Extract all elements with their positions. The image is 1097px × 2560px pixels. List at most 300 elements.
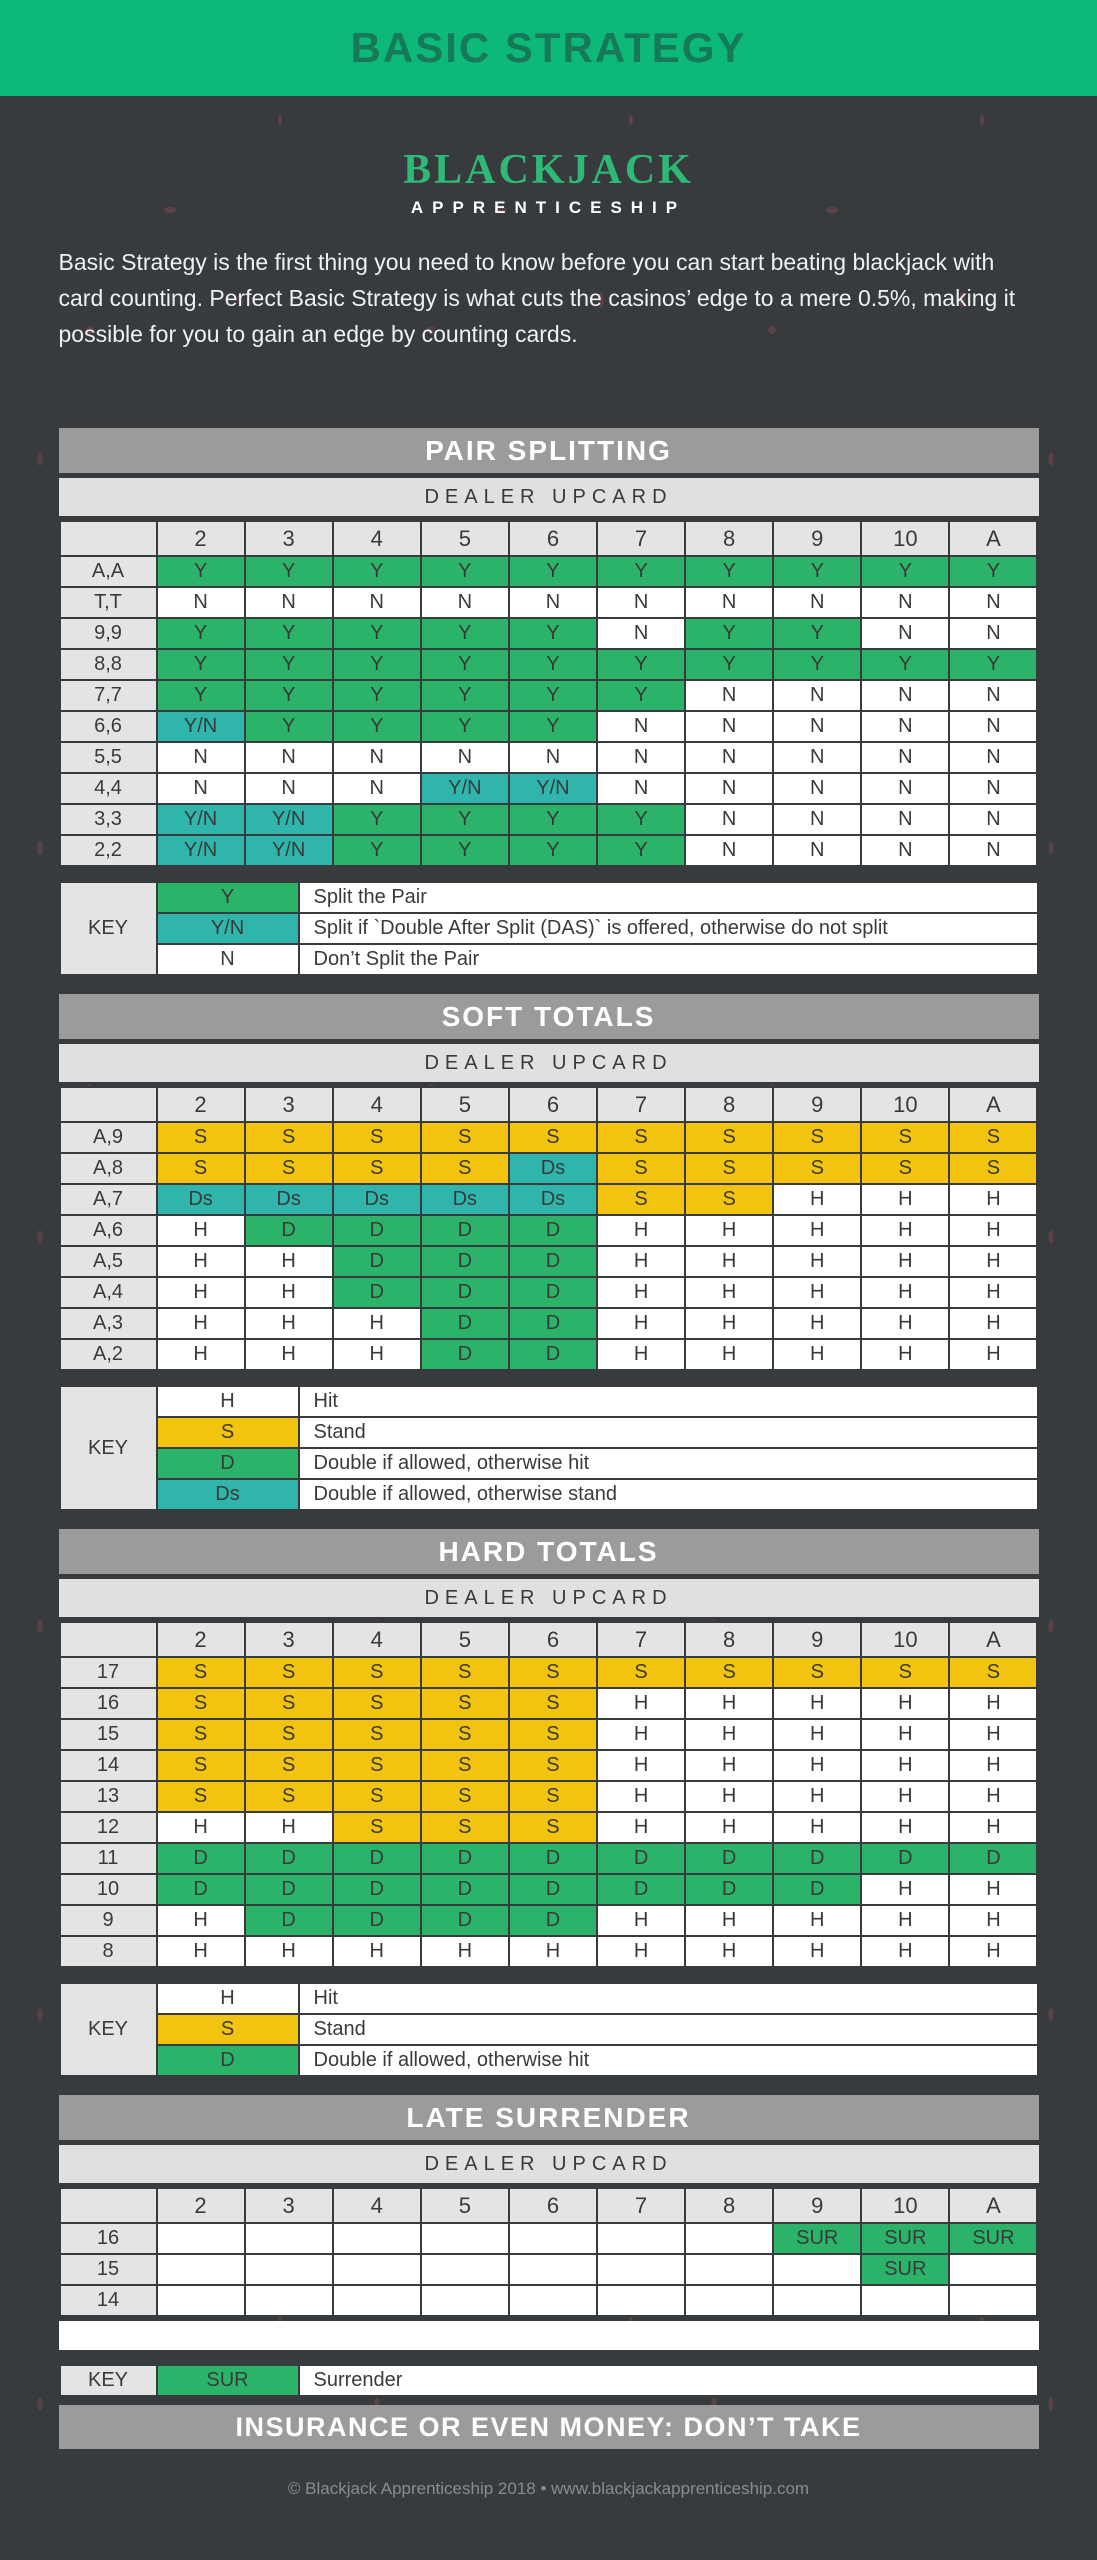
- strategy-cell: S: [246, 1720, 332, 1749]
- strategy-cell: H: [686, 1309, 772, 1338]
- strategy-cell: Y: [158, 681, 244, 710]
- strategy-cell: N: [422, 743, 508, 772]
- column-header: A: [950, 1088, 1036, 1121]
- column-header: 4: [334, 522, 420, 555]
- key-symbol: Y: [158, 883, 298, 912]
- row-label: 12: [61, 1813, 156, 1842]
- strategy-cell: D: [950, 1844, 1036, 1873]
- strategy-cell: Y: [598, 836, 684, 865]
- strategy-cell: H: [686, 1216, 772, 1245]
- strategy-cell: H: [334, 1309, 420, 1338]
- section-title: PAIR SPLITTING: [59, 428, 1039, 473]
- strategy-cell: N: [510, 743, 596, 772]
- strategy-cell: [862, 2286, 948, 2315]
- strategy-cell: [334, 2255, 420, 2284]
- strategy-cell: H: [774, 1751, 860, 1780]
- row-label: A,8: [61, 1154, 156, 1183]
- strategy-cell: H: [950, 1185, 1036, 1214]
- logo-apprenticeship-text: APPRENTICESHIP: [410, 198, 687, 217]
- strategy-cell: D: [246, 1906, 332, 1935]
- key-description: Hit: [300, 1984, 1037, 2013]
- strategy-cell: Y: [774, 557, 860, 586]
- corner-cell: [61, 2189, 156, 2222]
- corner-cell: [61, 1623, 156, 1656]
- column-header: 6: [510, 1623, 596, 1656]
- strategy-cell: Y: [334, 712, 420, 741]
- strategy-cell: S: [510, 1813, 596, 1842]
- strategy-cell: SUR: [862, 2224, 948, 2253]
- strategy-cell: S: [774, 1658, 860, 1687]
- strategy-cell: S: [422, 1751, 508, 1780]
- key-symbol: D: [158, 1449, 298, 1478]
- strategy-cell: Y: [158, 619, 244, 648]
- row-label: 5,5: [61, 743, 156, 772]
- strategy-cell: Y: [862, 557, 948, 586]
- strategy-cell: D: [334, 1278, 420, 1307]
- corner-cell: [61, 522, 156, 555]
- strategy-cell: H: [510, 1937, 596, 1966]
- strategy-cell: H: [774, 1216, 860, 1245]
- strategy-cell: D: [334, 1875, 420, 1904]
- strategy-cell: N: [686, 805, 772, 834]
- strategy-cell: H: [598, 1278, 684, 1307]
- row-label: A,7: [61, 1185, 156, 1214]
- strategy-cell: Y: [422, 681, 508, 710]
- strategy-cell: [510, 2286, 596, 2315]
- strategy-cell: S: [334, 1658, 420, 1687]
- strategy-cell: [510, 2255, 596, 2284]
- strategy-cell: N: [598, 774, 684, 803]
- dealer-upcard-band: DEALER UPCARD: [59, 2145, 1039, 2183]
- strategy-cell: Y: [422, 557, 508, 586]
- strategy-cell: Ds: [334, 1185, 420, 1214]
- row-label: 14: [61, 2286, 156, 2315]
- strategy-cell: D: [422, 1309, 508, 1338]
- strategy-cell: S: [598, 1123, 684, 1152]
- strategy-cell: Y: [246, 681, 332, 710]
- insurance-banner: INSURANCE OR EVEN MONEY: DON’T TAKE: [59, 2405, 1039, 2449]
- strategy-cell: N: [862, 836, 948, 865]
- strategy-cell: Y: [950, 650, 1036, 679]
- column-header: 7: [598, 1623, 684, 1656]
- strategy-cell: Ds: [246, 1185, 332, 1214]
- strategy-cell: H: [686, 1751, 772, 1780]
- strategy-cell: S: [950, 1658, 1036, 1687]
- row-label: A,A: [61, 557, 156, 586]
- strategy-cell: H: [686, 1906, 772, 1935]
- strategy-cell: S: [158, 1782, 244, 1811]
- strategy-cell: H: [598, 1216, 684, 1245]
- strategy-cell: Y: [510, 681, 596, 710]
- strategy-cell: Y: [862, 650, 948, 679]
- strategy-cell: H: [862, 1216, 948, 1245]
- strategy-cell: Y: [686, 619, 772, 648]
- key-symbol: Ds: [158, 1480, 298, 1509]
- strategy-cell: N: [686, 774, 772, 803]
- strategy-cell: H: [774, 1689, 860, 1718]
- strategy-cell: Y: [334, 681, 420, 710]
- strategy-cell: Y: [598, 650, 684, 679]
- strategy-cell: Y: [422, 836, 508, 865]
- strategy-cell: N: [686, 743, 772, 772]
- strategy-cell: S: [246, 1782, 332, 1811]
- strategy-cell: H: [862, 1247, 948, 1276]
- row-label: 15: [61, 2255, 156, 2284]
- strategy-cell: H: [774, 1782, 860, 1811]
- strategy-cell: N: [862, 712, 948, 741]
- column-header: 10: [862, 2189, 948, 2222]
- strategy-cell: S: [334, 1751, 420, 1780]
- strategy-cell: N: [686, 681, 772, 710]
- strategy-cell: Ds: [158, 1185, 244, 1214]
- row-label: 15: [61, 1720, 156, 1749]
- strategy-cell: S: [862, 1658, 948, 1687]
- strategy-cell: S: [686, 1658, 772, 1687]
- strategy-cell: N: [598, 619, 684, 648]
- strategy-cell: H: [686, 1278, 772, 1307]
- key-symbol: N: [158, 945, 298, 974]
- strategy-cell: H: [774, 1937, 860, 1966]
- strategy-cell: D: [598, 1875, 684, 1904]
- strategy-cell: S: [158, 1751, 244, 1780]
- column-header: 9: [774, 1623, 860, 1656]
- strategy-cell: N: [950, 774, 1036, 803]
- strategy-cell: H: [950, 1689, 1036, 1718]
- column-header: 3: [246, 1088, 332, 1121]
- strategy-cell: N: [862, 774, 948, 803]
- strategy-cell: [158, 2224, 244, 2253]
- strategy-cell: Y: [510, 805, 596, 834]
- key-symbol: H: [158, 1387, 298, 1416]
- column-header: 7: [598, 1088, 684, 1121]
- strategy-cell: Y: [334, 650, 420, 679]
- strategy-cell: H: [686, 1720, 772, 1749]
- section-title: LATE SURRENDER: [59, 2095, 1039, 2140]
- strategy-cell: SUR: [774, 2224, 860, 2253]
- strategy-cell: N: [774, 681, 860, 710]
- strategy-cell: H: [686, 1782, 772, 1811]
- column-header: 4: [334, 1623, 420, 1656]
- row-label: 13: [61, 1782, 156, 1811]
- strategy-cell: [158, 2255, 244, 2284]
- strategy-cell: D: [422, 1340, 508, 1369]
- strategy-cell: [686, 2224, 772, 2253]
- key-description: Surrender: [300, 2366, 1037, 2395]
- key-description: Hit: [300, 1387, 1037, 1416]
- key-description: Don’t Split the Pair: [300, 945, 1037, 974]
- row-label: 16: [61, 1689, 156, 1718]
- strategy-cell: [774, 2286, 860, 2315]
- column-header: A: [950, 2189, 1036, 2222]
- strategy-cell: [774, 2255, 860, 2284]
- strategy-cell: S: [598, 1154, 684, 1183]
- key-description: Split if `Double After Split (DAS)` is offered, otherwise do not split: [300, 914, 1037, 943]
- row-label: 10: [61, 1875, 156, 1904]
- column-header: 8: [686, 2189, 772, 2222]
- column-header: 8: [686, 1623, 772, 1656]
- strategy-cell: H: [246, 1340, 332, 1369]
- strategy-cell: N: [334, 774, 420, 803]
- strategy-cell: Y/N: [422, 774, 508, 803]
- strategy-cell: H: [158, 1813, 244, 1842]
- dealer-upcard-band: DEALER UPCARD: [59, 1579, 1039, 1617]
- row-label: 17: [61, 1658, 156, 1687]
- strategy-cell: H: [158, 1340, 244, 1369]
- row-label: T,T: [61, 588, 156, 617]
- strategy-cell: S: [422, 1154, 508, 1183]
- strategy-cell: D: [334, 1906, 420, 1935]
- strategy-cell: H: [598, 1689, 684, 1718]
- strategy-cell: Y: [686, 557, 772, 586]
- strategy-cell: D: [510, 1844, 596, 1873]
- strategy-cell: [246, 2255, 332, 2284]
- column-header: A: [950, 522, 1036, 555]
- strategy-cell: H: [862, 1340, 948, 1369]
- strategy-cell: D: [422, 1247, 508, 1276]
- strategy-cell: [334, 2286, 420, 2315]
- strategy-cell: H: [158, 1216, 244, 1245]
- strategy-cell: D: [246, 1844, 332, 1873]
- row-label: 7,7: [61, 681, 156, 710]
- column-header: 10: [862, 1088, 948, 1121]
- row-label: 6,6: [61, 712, 156, 741]
- page-title-banner: [0, 0, 1097, 96]
- strategy-cell: H: [950, 1906, 1036, 1935]
- strategy-cell: N: [774, 588, 860, 617]
- content-column: [59, 428, 1039, 2449]
- strategy-cell: D: [510, 1278, 596, 1307]
- strategy-cell: S: [686, 1123, 772, 1152]
- late-surrender-section: [59, 2095, 1039, 2397]
- strategy-cell: N: [334, 743, 420, 772]
- strategy-cell: N: [246, 774, 332, 803]
- key-description: Stand: [300, 1418, 1037, 1447]
- strategy-cell: H: [686, 1813, 772, 1842]
- row-label: 8,8: [61, 650, 156, 679]
- strategy-cell: Y: [598, 557, 684, 586]
- strategy-cell: Y: [422, 650, 508, 679]
- strategy-cell: [950, 2255, 1036, 2284]
- strategy-cell: S: [422, 1689, 508, 1718]
- strategy-cell: Y: [422, 805, 508, 834]
- strategy-cell: Y: [686, 650, 772, 679]
- strategy-cell: H: [422, 1937, 508, 1966]
- strategy-cell: H: [598, 1906, 684, 1935]
- key-label: KEY: [61, 1387, 156, 1509]
- strategy-cell: S: [950, 1154, 1036, 1183]
- pair-splitting-section: [59, 428, 1039, 976]
- strategy-cell: [246, 2286, 332, 2315]
- strategy-cell: H: [598, 1813, 684, 1842]
- strategy-cell: [686, 2255, 772, 2284]
- strategy-cell: D: [510, 1247, 596, 1276]
- column-header: 6: [510, 1088, 596, 1121]
- column-header: A: [950, 1623, 1036, 1656]
- column-header: 8: [686, 522, 772, 555]
- footer-credit: © Blackjack Apprenticeship 2018 • www.blackjackapprenticeship.com: [287, 2479, 810, 2498]
- column-header: 5: [422, 1623, 508, 1656]
- strategy-grid: [59, 1086, 1039, 1371]
- column-header: 5: [422, 522, 508, 555]
- strategy-cell: S: [158, 1123, 244, 1152]
- row-label: 4,4: [61, 774, 156, 803]
- strategy-cell: H: [686, 1937, 772, 1966]
- strategy-cell: H: [950, 1340, 1036, 1369]
- strategy-cell: S: [510, 1782, 596, 1811]
- key-label: KEY: [61, 1984, 156, 2075]
- key-table: [59, 1982, 1039, 2077]
- key-symbol: S: [158, 2015, 298, 2044]
- strategy-cell: S: [246, 1689, 332, 1718]
- strategy-cell: H: [334, 1340, 420, 1369]
- strategy-cell: Y: [334, 836, 420, 865]
- row-label: 9: [61, 1906, 156, 1935]
- strategy-cell: N: [686, 712, 772, 741]
- intro-paragraph: Basic Strategy is the first thing you need to know before you can start beating blackjack with card counting. Perfect Basic Strategy is what cuts the casinos’ edge to a mere 0.5%, making it possible for you to gain an edge by counting cards.: [58, 249, 1016, 347]
- strategy-cell: N: [422, 588, 508, 617]
- column-header: 5: [422, 1088, 508, 1121]
- strategy-cell: S: [246, 1123, 332, 1152]
- strategy-cell: N: [598, 588, 684, 617]
- strategy-cell: H: [950, 1278, 1036, 1307]
- row-label: A,5: [61, 1247, 156, 1276]
- strategy-cell: S: [686, 1185, 772, 1214]
- strategy-cell: N: [246, 743, 332, 772]
- strategy-cell: D: [334, 1844, 420, 1873]
- strategy-cell: Ds: [510, 1154, 596, 1183]
- strategy-cell: Y: [158, 650, 244, 679]
- key-table: [59, 2364, 1039, 2397]
- strategy-cell: S: [246, 1658, 332, 1687]
- strategy-cell: S: [334, 1689, 420, 1718]
- strategy-cell: D: [686, 1875, 772, 1904]
- strategy-cell: H: [950, 1720, 1036, 1749]
- strategy-cell: S: [510, 1689, 596, 1718]
- strategy-cell: D: [246, 1875, 332, 1904]
- column-header: 2: [158, 2189, 244, 2222]
- column-header: 10: [862, 522, 948, 555]
- strategy-cell: Y: [598, 681, 684, 710]
- strategy-cell: H: [686, 1340, 772, 1369]
- strategy-cell: S: [334, 1123, 420, 1152]
- strategy-cell: H: [598, 1782, 684, 1811]
- strategy-cell: N: [686, 836, 772, 865]
- row-label: 2,2: [61, 836, 156, 865]
- strategy-cell: H: [774, 1185, 860, 1214]
- strategy-cell: S: [774, 1123, 860, 1152]
- strategy-cell: S: [422, 1720, 508, 1749]
- column-header: 3: [246, 2189, 332, 2222]
- strategy-cell: Y: [510, 836, 596, 865]
- strategy-cell: [246, 2224, 332, 2253]
- row-label: A,3: [61, 1309, 156, 1338]
- column-header: 5: [422, 2189, 508, 2222]
- strategy-cell: N: [950, 712, 1036, 741]
- strategy-cell: S: [246, 1751, 332, 1780]
- strategy-cell: Y/N: [158, 805, 244, 834]
- corner-cell: [61, 1088, 156, 1121]
- strategy-cell: Y: [510, 557, 596, 586]
- column-header: 6: [510, 522, 596, 555]
- strategy-cell: D: [422, 1875, 508, 1904]
- strategy-cell: N: [246, 588, 332, 617]
- logo-blackjack-text: BLACKJACK: [403, 147, 694, 193]
- strategy-grid: [59, 2187, 1039, 2317]
- column-header: 10: [862, 1623, 948, 1656]
- column-header: 9: [774, 522, 860, 555]
- strategy-cell: N: [686, 588, 772, 617]
- strategy-cell: S: [422, 1123, 508, 1152]
- strategy-cell: Y: [950, 557, 1036, 586]
- strategy-cell: Y: [510, 619, 596, 648]
- row-label: A,9: [61, 1123, 156, 1152]
- strategy-cell: N: [598, 712, 684, 741]
- strategy-cell: S: [774, 1154, 860, 1183]
- strategy-cell: H: [862, 1185, 948, 1214]
- strategy-cell: N: [774, 743, 860, 772]
- strategy-cell: H: [950, 1875, 1036, 1904]
- column-header: 3: [246, 522, 332, 555]
- strategy-cell: H: [598, 1937, 684, 1966]
- strategy-cell: N: [774, 774, 860, 803]
- strategy-cell: S: [158, 1154, 244, 1183]
- strategy-cell: S: [158, 1689, 244, 1718]
- row-label: A,2: [61, 1340, 156, 1369]
- strategy-cell: D: [862, 1844, 948, 1873]
- strategy-cell: D: [158, 1844, 244, 1873]
- strategy-cell: D: [510, 1875, 596, 1904]
- strategy-cell: D: [510, 1216, 596, 1245]
- strategy-cell: H: [246, 1937, 332, 1966]
- row-label: 14: [61, 1751, 156, 1780]
- strategy-cell: N: [950, 743, 1036, 772]
- blackjack-apprenticeship-logo: [0, 146, 1097, 218]
- strategy-cell: S: [510, 1720, 596, 1749]
- strategy-cell: N: [950, 836, 1036, 865]
- strategy-cell: H: [158, 1247, 244, 1276]
- strategy-cell: [422, 2224, 508, 2253]
- column-header: 8: [686, 1088, 772, 1121]
- strategy-cell: [950, 2286, 1036, 2315]
- strategy-cell: Y/N: [158, 712, 244, 741]
- strategy-cell: H: [158, 1309, 244, 1338]
- column-header: 7: [598, 2189, 684, 2222]
- strategy-cell: N: [862, 743, 948, 772]
- strategy-cell: Y/N: [246, 805, 332, 834]
- strategy-cell: D: [686, 1844, 772, 1873]
- key-symbol: H: [158, 1984, 298, 2013]
- strategy-cell: SUR: [862, 2255, 948, 2284]
- strategy-cell: H: [774, 1247, 860, 1276]
- key-symbol: S: [158, 1418, 298, 1447]
- strategy-cell: Y: [598, 805, 684, 834]
- section-title: SOFT TOTALS: [59, 994, 1039, 1039]
- strategy-cell: N: [774, 836, 860, 865]
- strategy-cell: H: [950, 1247, 1036, 1276]
- strategy-cell: Y: [334, 619, 420, 648]
- strategy-cell: H: [158, 1906, 244, 1935]
- strategy-cell: S: [510, 1751, 596, 1780]
- strategy-cell: N: [950, 681, 1036, 710]
- key-table: [59, 881, 1039, 976]
- strategy-cell: S: [334, 1782, 420, 1811]
- strategy-cell: [422, 2255, 508, 2284]
- key-description: Split the Pair: [300, 883, 1037, 912]
- strategy-cell: H: [862, 1689, 948, 1718]
- strategy-cell: N: [598, 743, 684, 772]
- strategy-cell: H: [774, 1278, 860, 1307]
- strategy-grid: [59, 520, 1039, 867]
